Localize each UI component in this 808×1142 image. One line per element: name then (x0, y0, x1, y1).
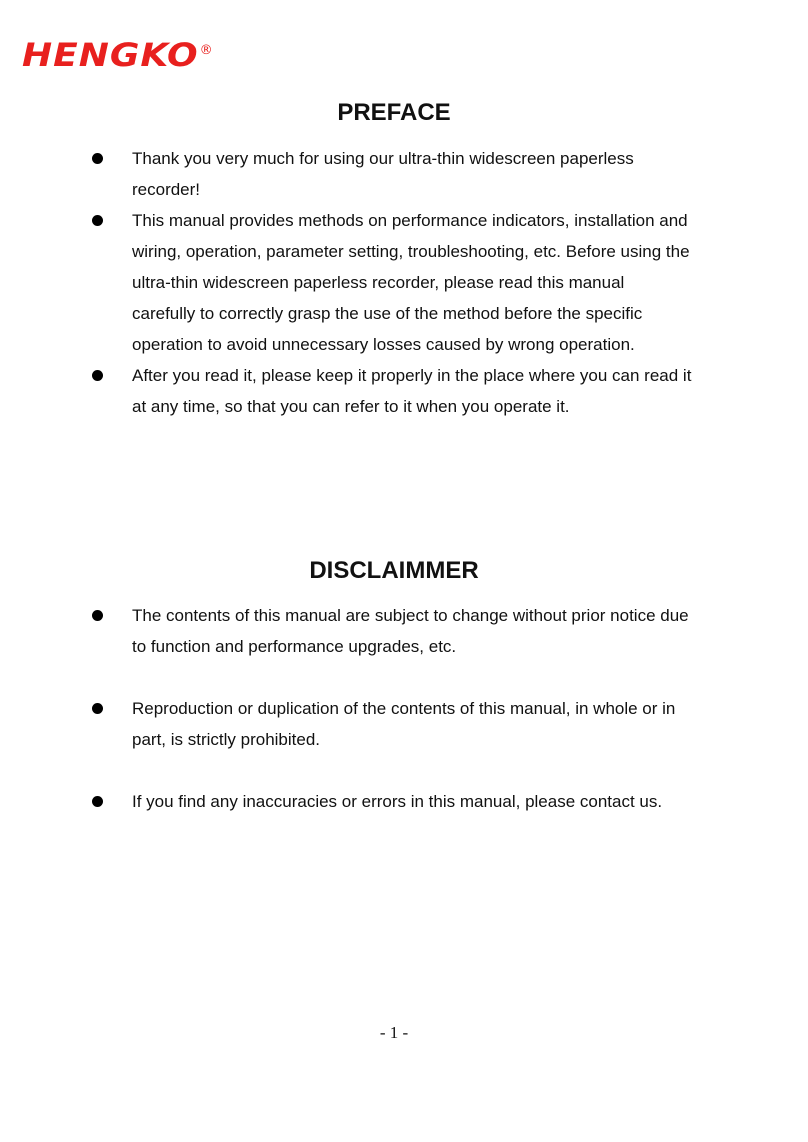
disclaimer-heading: DISCLAIMMER (309, 557, 479, 584)
bullet-icon (92, 153, 103, 164)
bullet-icon (92, 370, 103, 381)
list-item-text: The contents of this manual are subject to change without prior notice due to function and performance upgrades, etc. (132, 606, 689, 656)
list-item (0, 360, 692, 422)
list-item (0, 143, 692, 205)
list-item (0, 786, 692, 817)
list-item-text: This manual provides methods on performance indicators, installation and wiring, operation, parameter setting, troubleshooting, etc. Before using the ultra-thin widescreen paperless recorder, please read this manual carefully to correctly grasp the use of the method before the specific operation to avoid unnecessary losses caused by wrong operation. (132, 211, 690, 354)
list-item-text: If you find any inaccuracies or errors in this manual, please contact us. (132, 792, 663, 811)
page-number: - 1 - (379, 1023, 409, 1042)
brand-logo-text: HENGKO (22, 37, 199, 74)
registered-trademark-icon: ® (199, 43, 213, 58)
disclaimer-list (0, 600, 808, 848)
preface-heading: PREFACE (337, 99, 451, 126)
bullet-icon (92, 703, 103, 714)
list-item-text: Thank you very much for using our ultra-thin widescreen paperless recorder! (132, 149, 634, 199)
bullet-icon (92, 215, 103, 226)
list-item (0, 693, 692, 755)
list-item (0, 205, 692, 360)
bullet-icon (92, 610, 103, 621)
list-item-text: Reproduction or duplication of the contents of this manual, in whole or in part, is strictly prohibited. (132, 699, 676, 749)
preface-list (0, 143, 808, 422)
brand-logo (22, 38, 213, 78)
list-item (0, 600, 692, 662)
bullet-icon (92, 796, 103, 807)
list-item-text: After you read it, please keep it properly in the place where you can read it at any time, so that you can refer to it when you operate it. (132, 366, 692, 416)
